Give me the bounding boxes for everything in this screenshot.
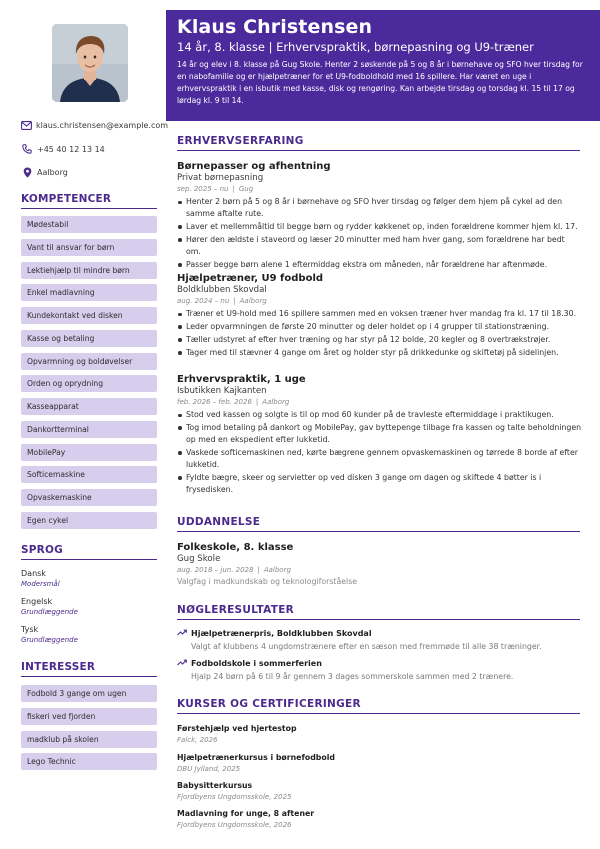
- interest-tag: Fodbold 3 gange om ugen: [21, 685, 157, 702]
- skill-tag: Opvaskemaskine: [21, 489, 157, 506]
- job-dates: sep. 2025 – nu: [177, 185, 229, 193]
- profile-summary: 14 år og elev i 8. klasse på Gug Skole. Henter 2 søskende på 5 og 8 år i børnehave og SFO hver tirsdag for en nabofamilie og er hjælpetræner for et U9-fodboldhold med 16 spillere. Har været en uge i erhvervspraktik i en isbutik med kasse, disk og rengøring. Kan arbejde tirsdag og torsdag kl. 15 til 17 og lørdag kl. 9 til 14.: [177, 60, 583, 106]
- experience-heading: ERHVERVSERFARING: [177, 135, 580, 151]
- skill-tag: Opvarmning og boldøvelser: [21, 353, 157, 370]
- job-org: Isbutikken Kajkanten: [177, 386, 267, 396]
- achievements-heading: NØGLERESULTATER: [177, 604, 580, 620]
- phone-text: +45 40 12 13 14: [37, 144, 105, 154]
- skill-tag: Mødestabil: [21, 216, 157, 233]
- education-place: Aalborg: [263, 566, 291, 574]
- skill-tag: Egen cykel: [21, 512, 157, 529]
- achievement-title: Fodboldskole i sommerferien: [191, 659, 322, 668]
- job-meta: feb. 2026 – feb. 2026 | Aalborg: [177, 398, 290, 406]
- skill-tag: Dankortterminal: [21, 421, 157, 438]
- skill-tag: Kasse og betaling: [21, 330, 157, 347]
- education-title: Folkeskole, 8. klasse: [177, 542, 294, 553]
- job-bullet: Tog imod betaling på dankort og MobilePay, gav byttepenge tilbage fra kassen og talte beholdningen op med en ekspedient efter lukketid.: [177, 422, 582, 446]
- interests-heading: INTERESSER: [21, 661, 157, 677]
- achievement-title: Hjælpetrænerpris, Boldklubben Skovdal: [191, 629, 372, 638]
- job-bullet: Tæller udstyret af efter hver træning og har styr på 12 bolde, 20 kegler og 8 overtrækstrøjer.: [177, 334, 582, 346]
- job-dates: aug. 2024 – nu: [177, 297, 230, 305]
- education-meta: aug. 2018 – jun. 2028 | Aalborg: [177, 566, 291, 574]
- contact-location: [21, 166, 166, 178]
- trend-up-icon: [177, 628, 191, 653]
- candidate-role: 14 år, 8. klasse | Erhvervspraktik, børnepasning og U9-træner: [177, 40, 534, 54]
- course-meta: DBU Jylland, 2025: [177, 765, 241, 773]
- location-text: Aalborg: [37, 167, 68, 177]
- job-place: Aalborg: [262, 398, 290, 406]
- skill-tag: Orden og oprydning: [21, 375, 157, 392]
- candidate-name: Klaus Christensen: [177, 16, 373, 38]
- job-entry: [177, 160, 582, 272]
- job-entry: [177, 272, 582, 360]
- achievement-item: [177, 658, 582, 683]
- education-note: Valgfag i madkundskab og teknologiforståelse: [177, 577, 358, 586]
- language-level: Grundlæggende: [21, 636, 78, 644]
- job-place: Aalborg: [239, 297, 267, 305]
- job-title: Erhvervspraktik, 1 uge: [177, 374, 306, 385]
- job-bullet: Træner et U9-hold med 16 spillere sammen med en voksen træner hver mandag fra kl. 17 til 18.30.: [177, 308, 582, 320]
- interest-tag: fiskeri ved fjorden: [21, 708, 157, 725]
- phone-icon: [21, 143, 33, 155]
- course-meta: Fjordbyens Ungdomsskole, 2025: [177, 793, 292, 801]
- job-meta: aug. 2024 – nu | Aalborg: [177, 297, 267, 305]
- languages-heading: SPROG: [21, 544, 157, 560]
- job-org: Boldklubben Skovdal: [177, 285, 267, 295]
- job-title: Børnepasser og afhentning: [177, 161, 331, 172]
- language-name: Dansk: [21, 569, 46, 578]
- achievement-item: [177, 628, 582, 653]
- education-heading: UDDANNELSE: [177, 516, 580, 532]
- job-bullets: [177, 308, 582, 359]
- course-meta: Fjordbyens Ungdomsskole, 2026: [177, 821, 292, 829]
- sidebar: [0, 0, 169, 849]
- skill-tag: Lektiehjælp til mindre børn: [21, 262, 157, 279]
- job-entry: [177, 373, 582, 497]
- skill-tag: Softicemaskine: [21, 466, 157, 483]
- course-title: Førstehjælp ved hjertestop: [177, 724, 297, 733]
- skill-tag: MobilePay: [21, 444, 157, 461]
- language-item: [21, 625, 157, 644]
- job-bullet: Leder opvarmningen de første 20 minutter og deler holdet op i 4 grupper til stationstræning.: [177, 321, 582, 333]
- job-bullet: Passer begge børn alene 1 eftermiddag ekstra om måneden, når forældrene har aftenmøde.: [177, 259, 582, 271]
- contact-email[interactable]: [21, 119, 169, 131]
- language-name: Engelsk: [21, 597, 53, 606]
- achievement-desc: Hjalp 24 børn på 6 til 9 år gennem 3 dages sommerskole sammen med 2 trænere.: [191, 672, 514, 681]
- job-bullet: Henter 2 børn på 5 og 8 år i børnehave og SFO hver tirsdag og følger dem hjem på cykel ad den samme aftalte rute.: [177, 196, 582, 220]
- course-item: [177, 808, 582, 830]
- skill-tag: Kundekontakt ved disken: [21, 307, 157, 324]
- email-text: klaus.christensen@example.com: [36, 120, 169, 130]
- course-item: [177, 723, 582, 745]
- job-bullet: Hører den ældste i staveord og læser 20 minutter med ham hver gang, som forældrene har bedt om.: [177, 234, 582, 258]
- interest-tag: madklub på skolen: [21, 731, 157, 748]
- language-level: Grundlæggende: [21, 608, 78, 616]
- job-meta: sep. 2025 – nu | Gug: [177, 185, 254, 193]
- language-level: Modersmål: [21, 580, 60, 588]
- map-pin-icon: [21, 166, 33, 178]
- job-bullets: [177, 196, 582, 271]
- job-title: Hjælpetræner, U9 fodbold: [177, 273, 324, 284]
- education-entry: [177, 541, 582, 587]
- job-bullet: Tager med til stævner 4 gange om året og holder styr på drikkedunke og skiftetøj på sidelinjen.: [177, 347, 582, 359]
- language-item: [21, 569, 157, 588]
- trend-up-icon: [177, 658, 191, 683]
- courses-heading: KURSER OG CERTIFICERINGER: [177, 698, 580, 714]
- skill-tag: Enkel madlavning: [21, 284, 157, 301]
- job-org: Privat børnepasning: [177, 173, 264, 183]
- course-item: [177, 752, 582, 774]
- skill-tag: Kasseapparat: [21, 398, 157, 415]
- envelope-icon: [21, 119, 32, 131]
- education-org: Gug Skole: [177, 554, 221, 564]
- job-bullet: Fyldte bægre, skeer og servietter op ved disken 3 gange om dagen og skiftede 4 bøtter is i frysedisken.: [177, 472, 582, 496]
- job-bullet: Stod ved kassen og solgte is til op mod 60 kunder på de travleste eftermiddage i praktikugen.: [177, 409, 582, 421]
- interests-list: [21, 685, 157, 776]
- skills-list: [21, 216, 157, 535]
- course-meta: Falck, 2026: [177, 736, 218, 744]
- education-dates: aug. 2018 – jun. 2028: [177, 566, 254, 574]
- job-place: Gug: [238, 185, 254, 193]
- job-dates: feb. 2026 – feb. 2026: [177, 398, 252, 406]
- interest-tag: Lego Technic: [21, 753, 157, 770]
- language-name: Tysk: [21, 625, 39, 634]
- skills-heading: KOMPETENCER: [21, 193, 157, 209]
- job-bullet: Vaskede softicemaskinen ned, kørte bægrene gennem opvaskemaskinen og tørrede 8 borde af efter lukketid.: [177, 447, 582, 471]
- course-item: [177, 780, 582, 802]
- language-item: [21, 597, 157, 616]
- skill-tag: Vant til ansvar for børn: [21, 239, 157, 256]
- course-title: Hjælpetrænerkursus i børnefodbold: [177, 753, 335, 762]
- achievement-desc: Valgt af klubbens 4 ungdomstrænere efter en sæson med fremmøde til alle 38 træninger.: [191, 642, 542, 651]
- profile-photo: [52, 24, 128, 102]
- contact-phone[interactable]: [21, 143, 166, 155]
- job-bullet: Laver et mellemmåltid til begge børn og rydder køkkenet op, inden forældrene kommer hjem kl. 17.: [177, 221, 582, 233]
- header-banner: [166, 10, 600, 121]
- course-title: Babysitterkursus: [177, 781, 253, 790]
- course-title: Madlavning for unge, 8 aftener: [177, 809, 315, 818]
- job-bullets: [177, 409, 582, 496]
